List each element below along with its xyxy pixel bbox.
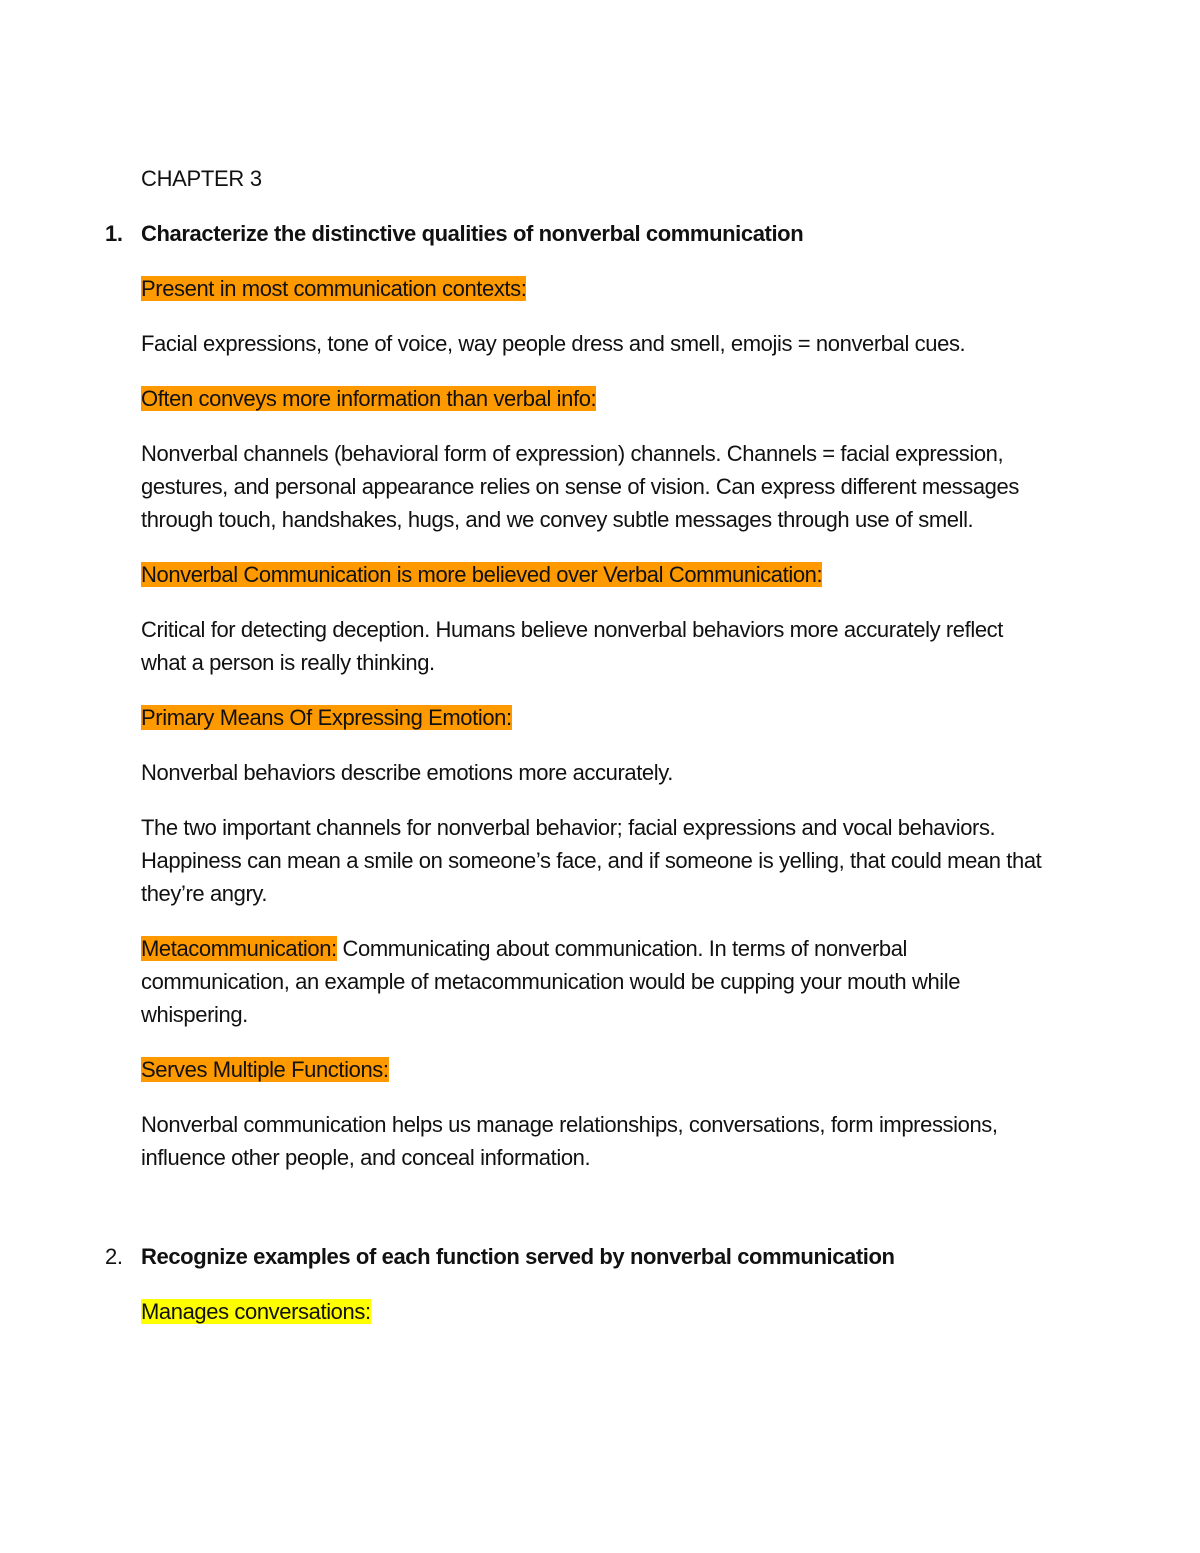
highlighted-heading: Present in most communication contexts: [141, 276, 527, 301]
highlighted-heading: Serves Multiple Functions: [141, 1057, 389, 1082]
chapter-title: CHAPTER 3 [141, 166, 262, 191]
section-body-2: Nonverbal channels (behavioral form of expression) channels. Channels = facial expression, gestures, and personal appearance relies on sense of vision. Can express different messages through touch, handshakes, hugs, and we convey subtle messages through use of smell. [141, 441, 1019, 532]
question-2 [105, 1240, 1051, 1273]
question-1-number: 1. [105, 221, 123, 246]
section-metacommunication [141, 932, 1051, 1031]
question-1-text: Characterize the distinctive qualities of nonverbal communication [141, 221, 804, 246]
section-body-6: Nonverbal communication helps us manage relationships, conversations, form impressions, influence other people, and conceal information. [141, 1112, 998, 1170]
section-heading-2 [141, 382, 1051, 415]
document-content [105, 162, 1051, 1350]
question-1 [105, 217, 1051, 250]
highlighted-heading: Manages conversations: [141, 1299, 371, 1324]
section-body-4b: The two important channels for nonverbal behavior; facial expressions and vocal behaviors. Happiness can mean a smile on someone’s face, and if someone is yelling, that could mean that they’re angry. [141, 815, 1042, 906]
highlighted-heading: Nonverbal Communication is more believed over Verbal Communication: [141, 562, 823, 587]
section-inline-body: Communicating about communication. In terms of nonverbal communication, an example of metacommunication would be cupping your mouth while whispering. [141, 936, 961, 1027]
section-body-4: Nonverbal behaviors describe emotions more accurately. [141, 760, 673, 785]
section-heading-4 [141, 701, 1051, 734]
question-2-number: 2. [105, 1244, 123, 1269]
section-body-1: Facial expressions, tone of voice, way people dress and smell, emojis = nonverbal cues. [141, 331, 966, 356]
section-heading-3 [141, 558, 1051, 591]
spacer [141, 1196, 1051, 1240]
section-heading-1 [141, 272, 1051, 305]
section-heading-q2-1 [141, 1295, 1051, 1328]
highlighted-heading: Metacommunication: [141, 936, 337, 961]
highlighted-heading: Primary Means Of Expressing Emotion: [141, 705, 512, 730]
section-heading-6 [141, 1053, 1051, 1086]
highlighted-heading: Often conveys more information than verbal info: [141, 386, 597, 411]
section-body-3: Critical for detecting deception. Humans believe nonverbal behaviors more accurately reflect what a person is really thinking. [141, 617, 1003, 675]
question-2-text: Recognize examples of each function served by nonverbal communication [141, 1244, 895, 1269]
